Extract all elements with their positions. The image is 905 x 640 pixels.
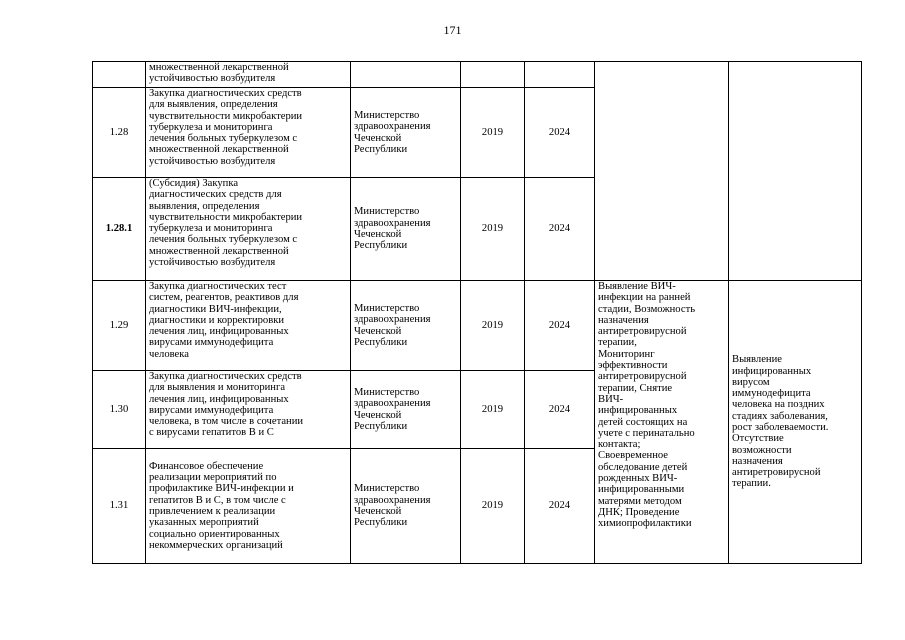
row-number: [93, 62, 146, 88]
executor: [351, 62, 461, 88]
end-year: 2024: [525, 371, 595, 449]
start-year: 2019: [461, 88, 525, 178]
measure-description: (Субсидия) Закупка диагностических средств для выявления, определения чувствительности микробактерии туберкулеза и мониторинга лечения больных туберкулезом с множественной лекарственной устойчивостью возбудителя: [146, 178, 351, 281]
measure-description: Закупка диагностических тест систем, реагентов, реактивов для диагностики ВИЧ-инфекции, диагностики и корректировки лечения лиц, инфицированных вирусами иммунодефицита человека: [146, 281, 351, 371]
start-year: 2019: [461, 178, 525, 281]
measure-description: множественной лекарственной устойчивостью возбудителя: [146, 62, 351, 88]
measure-description: Закупка диагностических средств для выявления и мониторинга лечения лиц, инфицированных вирусами иммунодефицита человека, в том числе в сочетании с вирусами гепатитов В и С: [146, 371, 351, 449]
start-year: [461, 62, 525, 88]
end-year: [525, 62, 595, 88]
measure-description: Финансовое обеспечение реализации мероприятий по профилактике ВИЧ-инфекции и гепатитов В и С, в том числе с привлечением к реализации указанных мероприятий социально ориентированных некоммерческих организаций: [146, 449, 351, 564]
executor: Министерство здравоохранения Чеченской Республики: [351, 449, 461, 564]
executor: Министерство здравоохранения Чеченской Республики: [351, 88, 461, 178]
expected-result: Выявление ВИЧ- инфекции на ранней стадии, Возможность назначения антиретровирусной терапии, Мониторинг эффективности антиретровирусной терапии, Снятие ВИЧ- инфицированных детей состоящих на учете с перинатально контакта; Своевременное обследование детей рожденных ВИЧ- инфицированными матерями методом ДНК; Проведение химиопрофилактики: [595, 281, 729, 564]
consequence: Выявление инфицированных вирусом иммунодефицита человека на поздних стадиях заболевания, рост заболеваемости. Отсутствие возможности назначения антиретровирусной терапии.: [729, 281, 862, 564]
row-number: 1.28: [93, 88, 146, 178]
row-number: 1.30: [93, 371, 146, 449]
row-number: 1.31: [93, 449, 146, 564]
end-year: 2024: [525, 88, 595, 178]
start-year: 2019: [461, 371, 525, 449]
start-year: 2019: [461, 281, 525, 371]
end-year: 2024: [525, 178, 595, 281]
table-row: [93, 281, 862, 371]
executor: Министерство здравоохранения Чеченской Республики: [351, 281, 461, 371]
page-number: 171: [443, 23, 462, 37]
executor: Министерство здравоохранения Чеченской Республики: [351, 178, 461, 281]
end-year: 2024: [525, 281, 595, 371]
start-year: 2019: [461, 449, 525, 564]
end-year: 2024: [525, 449, 595, 564]
result-empty: [595, 62, 729, 281]
table-row: [93, 62, 862, 88]
row-number: 1.29: [93, 281, 146, 371]
consequence-empty: [729, 62, 862, 281]
measure-description: Закупка диагностических средств для выявления, определения чувствительности микробактерии туберкулеза и мониторинга лечения больных туберкулезом с множественной лекарственной устойчивостью возбудителя: [146, 88, 351, 178]
measures-table: [92, 61, 862, 564]
row-number: 1.28.1: [93, 178, 146, 281]
executor: Министерство здравоохранения Чеченской Республики: [351, 371, 461, 449]
